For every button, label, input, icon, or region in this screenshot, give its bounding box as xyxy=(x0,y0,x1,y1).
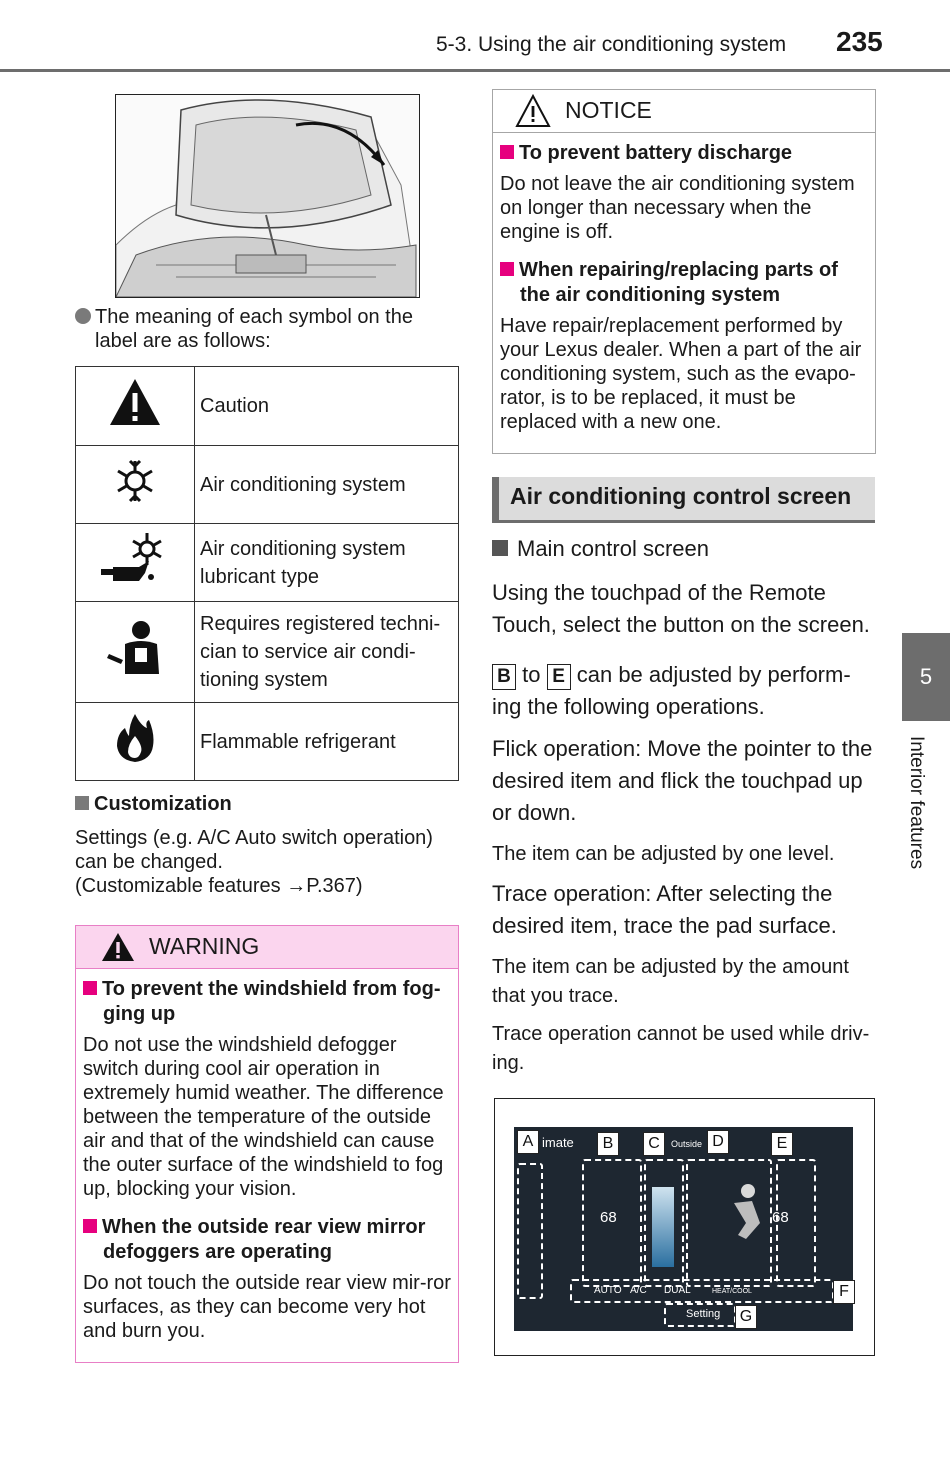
symbol-label: Requires registered techni-cian to service air condi-tioning system xyxy=(195,602,459,703)
callout-c: C xyxy=(643,1132,665,1156)
screen-button-auto: AUTO xyxy=(594,1285,622,1296)
notice-header xyxy=(493,90,875,133)
temp-right-value: 68 xyxy=(772,1209,789,1226)
lubricant-icon xyxy=(76,524,195,602)
symbol-label: Air conditioning system xyxy=(195,446,459,524)
technician-icon xyxy=(76,602,195,703)
sub-heading-text: Main control screen xyxy=(517,536,709,561)
magenta-bullet-icon xyxy=(83,981,97,995)
callout-f: F xyxy=(833,1280,855,1304)
page-number: 235 xyxy=(836,26,883,57)
warning-item-text: Do not touch the outside rear view mir-ror surfaces, as they can become very hot and burn you. xyxy=(83,1272,451,1342)
callout-label: B xyxy=(492,664,516,690)
table-row xyxy=(76,602,459,703)
sub-heading xyxy=(492,536,709,562)
bullet-dot xyxy=(75,308,91,324)
left-menu-outline xyxy=(517,1163,543,1299)
paragraph-trace: Trace operation: After selecting the desired item, trace the pad surface. xyxy=(492,881,837,938)
square-bullet-icon xyxy=(75,796,89,810)
chapter-label: Interior features xyxy=(906,736,927,870)
symbol-label: Air conditioning system lubricant type xyxy=(195,524,459,602)
screen-button-heat-cool: HEAT/COOL xyxy=(712,1288,752,1295)
callout-b: B xyxy=(597,1132,619,1156)
chapter-number: 5 xyxy=(919,664,933,689)
callout-g: G xyxy=(735,1305,757,1329)
air-conditioning-system-icon xyxy=(76,446,195,524)
callout-d: D xyxy=(707,1130,729,1154)
paragraph-trace-restriction: Trace operation cannot be used while driv-ing. xyxy=(492,1023,870,1074)
screen-button-dual: DUAL xyxy=(664,1285,691,1296)
control-screen-illustration xyxy=(494,1098,875,1356)
symbol-table xyxy=(75,366,459,781)
paragraph-flick-note: The item can be adjusted by one level. xyxy=(492,843,835,865)
table-row xyxy=(76,703,459,781)
notice-item-heading xyxy=(500,141,868,166)
section-heading-text: Air conditioning control screen xyxy=(510,483,852,509)
callout-label: E xyxy=(547,664,571,690)
customization-line1: Settings (e.g. A/C Auto switch operation) can be changed. xyxy=(75,827,433,873)
paragraph-adjust-rest: can be adjusted by perform-ing the following operations. xyxy=(492,662,851,719)
customization-heading xyxy=(75,793,232,816)
symbol-intro-text: The meaning of each symbol on the label are as follows: xyxy=(95,306,413,352)
caution-icon xyxy=(76,367,195,446)
warning-box xyxy=(75,925,459,1363)
symbol-label: Caution xyxy=(195,367,459,446)
notice-item-heading-text: When repairing/replacing parts of the air conditioning system xyxy=(519,259,838,306)
screen-setting-text: Setting xyxy=(686,1308,721,1320)
warning-item-heading-text: When the outside rear view mirror defoggers are operating xyxy=(102,1216,426,1263)
paragraph-adjust-mid: to xyxy=(522,662,541,687)
temp-left-value: 68 xyxy=(600,1209,617,1226)
seat-occupant-icon xyxy=(726,1183,766,1243)
control-screen-display xyxy=(514,1127,853,1331)
notice-item-heading xyxy=(500,258,868,308)
warning-item-heading xyxy=(83,977,451,1027)
notice-item-heading-text: To prevent battery discharge xyxy=(519,142,793,164)
section-title: 5-3. Using the air conditioning system xyxy=(436,33,787,56)
notice-item-text: Have repair/replacement performed by your Lexus dealer. When a part of the air conditioning system, such as the evapo-rator, is to be replaced, it must be replaced with a new one. xyxy=(500,315,862,433)
section-heading xyxy=(492,477,875,523)
header-rule xyxy=(0,69,950,72)
notice-icon xyxy=(515,94,551,128)
hood-illustration xyxy=(115,94,420,298)
customization-heading-text: Customization xyxy=(94,793,232,815)
square-bullet-icon xyxy=(492,540,508,556)
flammable-icon xyxy=(76,703,195,781)
warning-label: WARNING xyxy=(149,933,260,959)
outside-text: Outside xyxy=(671,1139,703,1149)
callout-a: A xyxy=(517,1130,539,1154)
fan-level-bar xyxy=(652,1187,674,1267)
notice-item-text: Do not leave the air conditioning system on longer than necessary when the engine is off. xyxy=(500,173,855,243)
magenta-bullet-icon xyxy=(500,262,514,276)
paragraph-adjust xyxy=(492,659,877,723)
customization-line2: (Customizable features →P.367) xyxy=(75,875,363,897)
warning-item-heading-text: To prevent the windshield from fog-ging up xyxy=(102,978,441,1025)
paragraph-trace-note: The item can be adjusted by the amount that you trace. xyxy=(492,956,849,1007)
notice-label: NOTICE xyxy=(565,97,652,123)
table-row xyxy=(76,524,459,602)
magenta-bullet-icon xyxy=(83,1219,97,1233)
symbol-intro xyxy=(75,305,460,353)
paragraph-flick: Flick operation: Move the pointer to the desired item and flick the touchpad up or down. xyxy=(492,736,873,825)
warning-icon xyxy=(101,932,135,962)
table-row xyxy=(76,367,459,446)
magenta-bullet-icon xyxy=(500,145,514,159)
notice-box xyxy=(492,89,876,454)
warning-item-heading xyxy=(83,1215,451,1265)
screen-button-ac: A/C xyxy=(630,1285,647,1296)
paragraph-touchpad: Using the touchpad of the Remote Touch, select the button on the screen. xyxy=(492,580,870,637)
warning-item-text: Do not use the windshield defogger switch during cool air operation in extremely humid weather. The difference between the temperature of the outside air and that of the windshield can cause the outer surface of the windshield to fog up, blocking your vision. xyxy=(83,1034,444,1200)
callout-e: E xyxy=(771,1132,793,1156)
customization-text xyxy=(75,826,460,898)
table-row xyxy=(76,446,459,524)
symbol-label: Flammable refrigerant xyxy=(195,703,459,781)
chapter-tab xyxy=(902,633,950,721)
climate-text: imate xyxy=(542,1135,574,1150)
warning-header xyxy=(76,926,458,969)
